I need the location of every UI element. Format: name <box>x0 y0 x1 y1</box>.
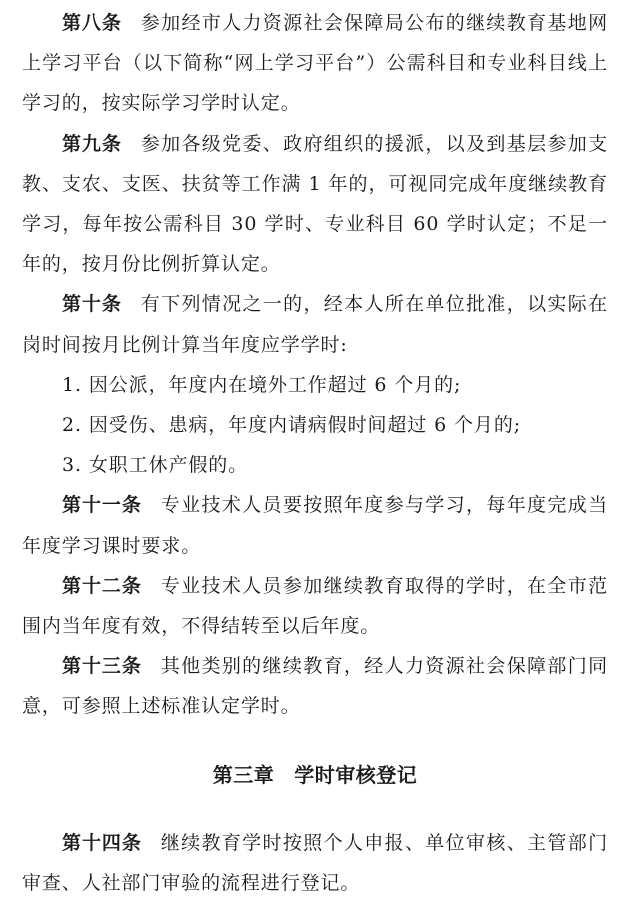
article-9 <box>22 124 608 285</box>
article-text: 其他类别的继续教育，经人力资源社会保障部门 <box>160 655 589 678</box>
article-8 <box>22 3 608 124</box>
article-text: 科目线上学习的，按实际学习学时认定。 <box>22 52 608 115</box>
document-page <box>22 3 608 903</box>
article-text: 在岗时间按月比例计算当年度应学学时: <box>22 293 608 356</box>
article-label: 第十二条 <box>62 574 142 597</box>
article-label: 第十一条 <box>62 494 142 517</box>
list-item: 3. 女职工休产假的。 <box>62 454 249 477</box>
article-11 <box>22 485 608 565</box>
article-text: 有下列情况之一的，经本人所在单位批准，以实际 <box>140 293 589 316</box>
article-text: 门审查、人社部门审验的流程进行登记。 <box>22 831 608 894</box>
article-text: 专业技术人员参加继续教育取得的学时，在全市 <box>160 574 589 597</box>
article-text: 继续教育学时按照个人申报、单位审核、主管部 <box>160 831 589 854</box>
article-text: 教育学习，每年按公需科目 30 学时、专业科目 60 学时认定；不 <box>22 172 608 236</box>
article-text: 专业技术人员要按照年度参与学习，每年度完成 <box>160 494 589 517</box>
chapter-number: 第三章 <box>212 762 275 787</box>
article-label: 第十四条 <box>62 831 142 854</box>
article-text: 同意，可参照上述标准认定学时。 <box>22 655 608 718</box>
article-text: 足一年的，按月份比例折算认定。 <box>22 213 608 276</box>
article-text: 参加经市人力资源社会保障局公布的继续教育基 <box>140 12 568 34</box>
article-14 <box>22 823 608 903</box>
chapter-heading <box>22 727 608 823</box>
article-10 <box>22 284 608 364</box>
article-label: 第十条 <box>62 293 122 316</box>
article-12 <box>22 566 608 646</box>
article-label: 第十三条 <box>62 655 142 678</box>
article-text: 当年度学习课时要求。 <box>22 494 608 557</box>
list-item: 2. 因受伤、患病，年度内请病假时间超过 6 个月的; <box>62 414 522 437</box>
article-13 <box>22 646 608 726</box>
article-text: 参加各级党委、政府组织的援派，以及到基层参加 <box>140 132 589 155</box>
article-text: 范围内当年度有效，不得结转至以后年度。 <box>22 574 608 638</box>
chapter-title: 学时审核登记 <box>294 762 418 787</box>
list-item: 1. 因公派，年度内在境外工作超过 6 个月的; <box>62 373 462 396</box>
article-text: 地网上学习平台（以下简称“网上学习平台”）公需科目和专业 <box>22 12 608 75</box>
article-label: 第八条 <box>62 12 122 34</box>
article-label: 第九条 <box>62 132 122 155</box>
article-text: 支教、支农、支医、扶贫等工作满 1 年的，可视同完成年度继续 <box>22 132 608 195</box>
